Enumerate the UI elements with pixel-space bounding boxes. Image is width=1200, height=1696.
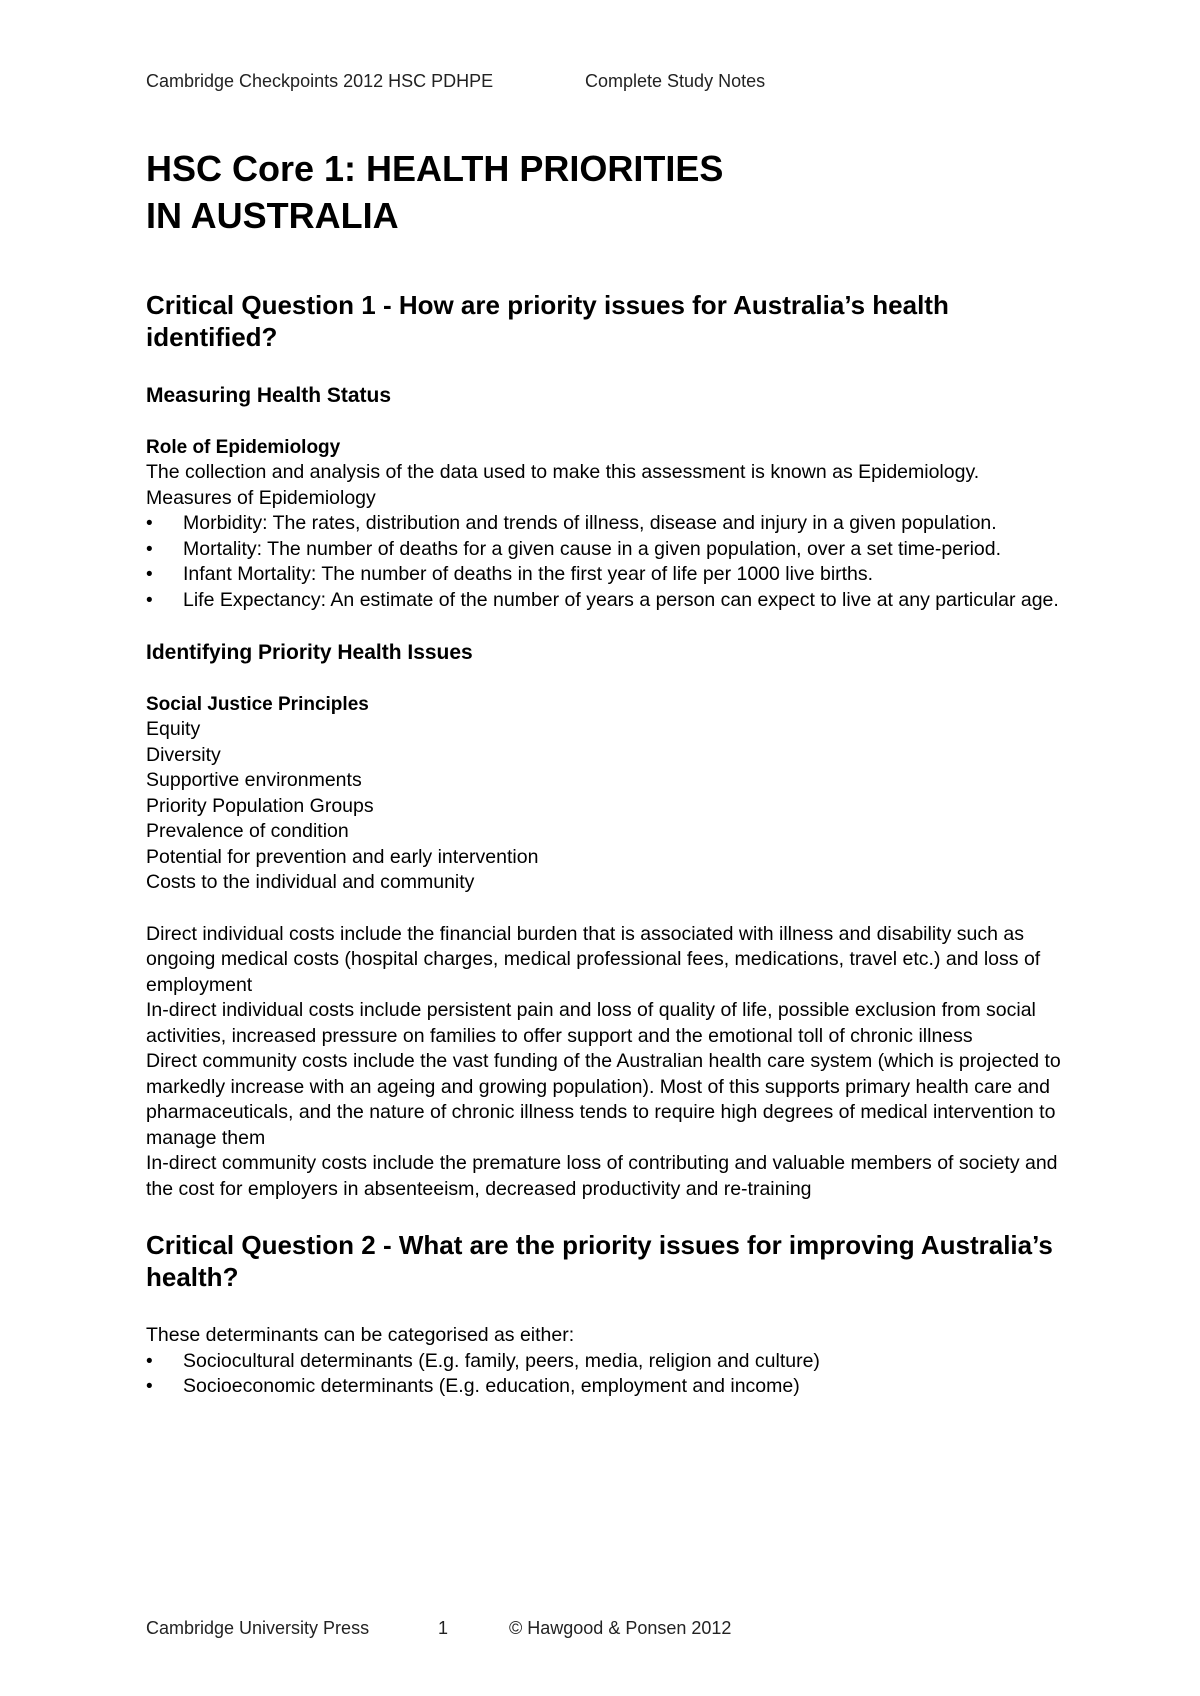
direct-community-costs: Direct community costs include the vast funding of the Australian health care system (which is projected to markedly increase with an ageing and growing population). Most of this supports primary health care and pharmaceuticals, and the nature of chronic illness tends to require high degrees of medical intervention to manage them: [146, 1050, 1061, 1149]
page-number: 1: [438, 1618, 449, 1638]
footer-copyright: © Hawgood & Ponsen 2012: [509, 1618, 732, 1638]
list-item: Equity: [146, 718, 201, 740]
page-title: [146, 145, 1066, 239]
title-line-1: HSC Core 1: HEALTH PRIORITIES: [146, 148, 724, 189]
identifying-priority-issues-heading: Identifying Priority Health Issues: [146, 641, 473, 664]
list-item: Costs to the individual and community: [146, 871, 475, 893]
epidemiology-measures-list: [146, 511, 1066, 613]
list-item: • Socioeconomic determinants (E.g. education, employment and income): [146, 1374, 1066, 1400]
social-justice-principles-heading: Social Justice Principles: [146, 694, 369, 715]
list-item: Diversity: [146, 743, 221, 766]
header-left: Cambridge Checkpoints 2012 HSC PDHPE: [146, 71, 494, 91]
list-item: • Mortality: The number of deaths for a given cause in a given population, over a set time-period.: [146, 537, 1066, 563]
list-item: Priority Population Groups: [146, 794, 374, 817]
list-item: Prevalence of condition: [146, 820, 349, 842]
determinants-intro: These determinants can be categorised as either:: [146, 1324, 575, 1346]
role-of-epidemiology-heading: Role of Epidemiology: [146, 437, 341, 458]
footer-publisher: Cambridge University Press: [146, 1618, 370, 1638]
page-content: [146, 145, 1066, 1400]
indirect-individual-costs: In-direct individual costs include persistent pain and loss of quality of life, possible exclusion from social activities, increased pressure on families to offer support and the emotional toll of chronic illness: [146, 999, 1036, 1047]
header-right: Complete Study Notes: [585, 71, 766, 91]
list-item: Supportive environments: [146, 769, 362, 791]
direct-individual-costs: Direct individual costs include the financial burden that is associated with illness and disability such as ongoing medical costs (hospital charges, medical professional fees, medications, travel etc.) and loss of employment: [146, 922, 1041, 996]
critical-question-1-heading: Critical Question 1 - How are priority issues for Australia’s health identified?: [146, 290, 949, 352]
list-item: • Morbidity: The rates, distribution and trends of illness, disease and injury in a given population.: [146, 511, 1066, 537]
principles-list: [146, 717, 1066, 896]
determinants-list: [146, 1349, 1066, 1400]
costs-paragraphs: [146, 922, 1066, 1203]
indirect-community-costs: In-direct community costs include the premature loss of contributing and valuable members of society and the cost for employers in absenteeism, decreased productivity and re-training: [146, 1152, 1058, 1200]
list-item: • Sociocultural determinants (E.g. family, peers, media, religion and culture): [146, 1349, 1066, 1375]
measures-label: Measures of Epidemiology: [146, 486, 376, 509]
title-line-2: IN AUSTRALIA: [146, 195, 399, 236]
epidemiology-intro: The collection and analysis of the data used to make this assessment is known as Epidemiology.: [146, 461, 980, 483]
measuring-health-status-heading: Measuring Health Status: [146, 384, 392, 407]
critical-question-2-heading: Critical Question 2 - What are the priority issues for improving Australia’s health?: [146, 1230, 1053, 1292]
list-item: Potential for prevention and early intervention: [146, 845, 539, 868]
list-item: • Infant Mortality: The number of deaths in the first year of life per 1000 live births.: [146, 562, 1066, 588]
list-item: • Life Expectancy: An estimate of the number of years a person can expect to live at any particular age.: [146, 588, 1066, 614]
